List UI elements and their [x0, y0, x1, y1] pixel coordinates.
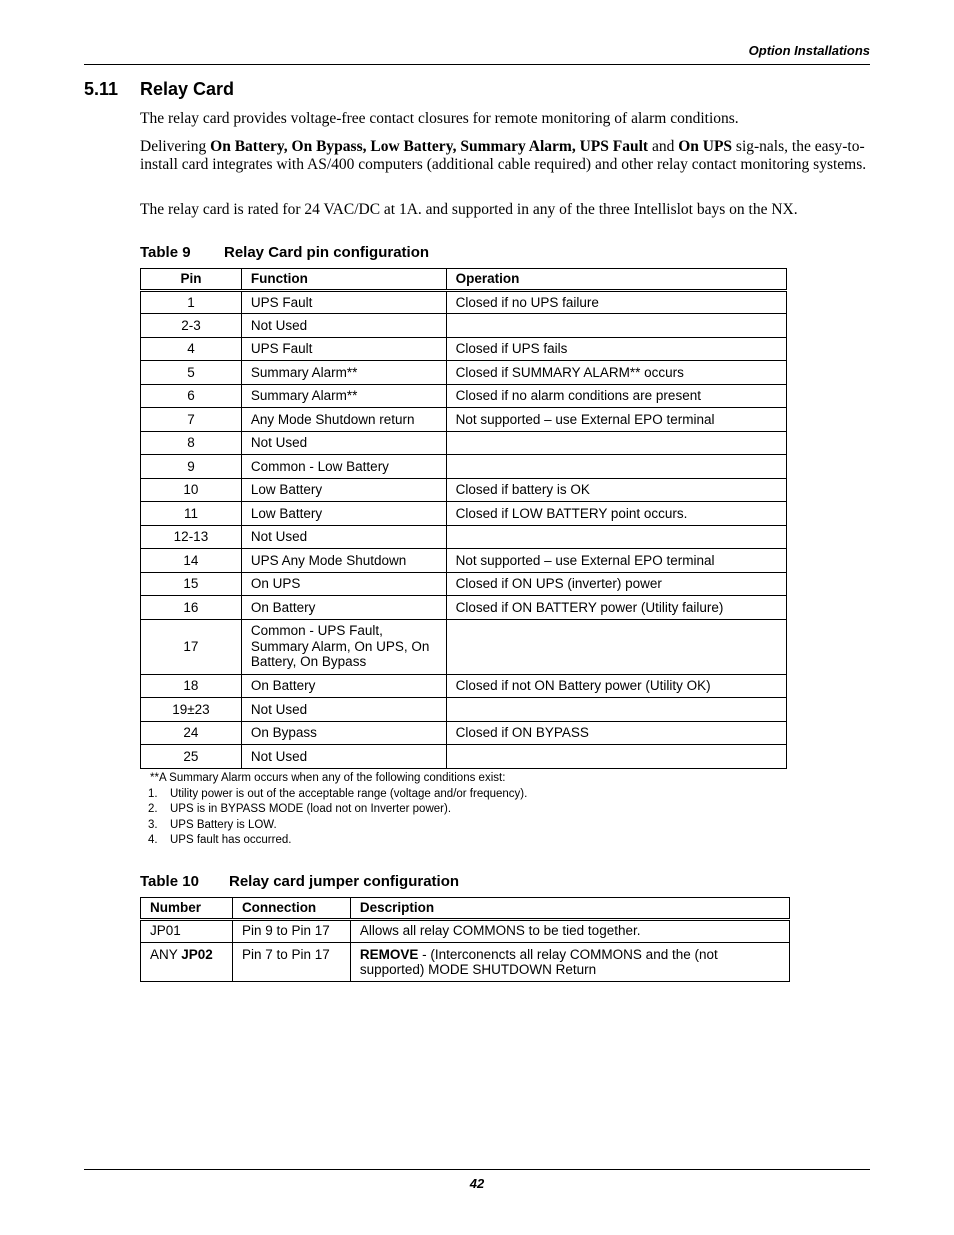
list-item [148, 833, 527, 849]
operation-cell: Closed if UPS fails [446, 337, 786, 361]
paragraph-signals [140, 138, 872, 174]
function-cell: On Bypass [241, 721, 446, 745]
operation-cell [446, 431, 786, 455]
column-header-description: Description [350, 898, 789, 920]
table-row [141, 290, 787, 314]
pin-cell: 9 [141, 455, 242, 479]
function-cell: On Battery [241, 596, 446, 620]
table-row [141, 942, 790, 981]
connection-cell: Pin 9 to Pin 17 [232, 919, 350, 942]
pin-cell: 16 [141, 596, 242, 620]
pin-configuration-table [140, 268, 787, 769]
pin-cell: 18 [141, 674, 242, 698]
function-cell: Low Battery [241, 478, 446, 502]
operation-cell: Closed if ON BATTERY power (Utility failure) [446, 596, 786, 620]
table-row [141, 361, 787, 385]
operation-cell [446, 698, 786, 722]
operation-cell [446, 455, 786, 479]
column-header-connection: Connection [232, 898, 350, 920]
pin-cell: 10 [141, 478, 242, 502]
function-cell: UPS Fault [241, 337, 446, 361]
number-cell: JP01 [141, 919, 233, 942]
description-bold: REMOVE [359, 946, 419, 962]
table10-label: Table 10 [140, 873, 199, 890]
pin-cell: 1 [141, 290, 242, 314]
list-item [148, 818, 527, 834]
table-row [141, 502, 787, 526]
table-row [141, 455, 787, 479]
operation-cell: Closed if no alarm conditions are present [446, 384, 786, 408]
function-cell: UPS Fault [241, 290, 446, 314]
operation-cell: Closed if no UPS failure [446, 290, 786, 314]
function-cell: Not Used [241, 525, 446, 549]
p2-bold-signals: On Battery, On Bypass, Low Battery, Summary Alarm, UPS Fault [210, 138, 649, 155]
table9-title: Relay Card pin configuration [224, 244, 430, 261]
function-cell: Any Mode Shutdown return [241, 408, 446, 432]
table10-title: Relay card jumper configuration [229, 873, 460, 890]
number-prefix: ANY [150, 946, 182, 962]
operation-cell: Not supported – use External EPO terminal [446, 408, 786, 432]
pin-cell: 11 [141, 502, 242, 526]
table9-label: Table 9 [140, 244, 191, 261]
operation-cell: Closed if not ON Battery power (Utility OK) [446, 674, 786, 698]
list-number: 3. [148, 818, 158, 831]
table-row [141, 596, 787, 620]
notes-intro: **A Summary Alarm occurs when any of the following conditions exist: [150, 772, 506, 784]
operation-cell: Closed if battery is OK [446, 478, 786, 502]
section-number: 5.11 [84, 79, 119, 99]
page-number: 42 [469, 1176, 485, 1191]
function-cell: Low Battery [241, 502, 446, 526]
number-bold: JP02 [181, 946, 213, 962]
notes-list [150, 787, 527, 849]
pin-cell: 24 [141, 721, 242, 745]
function-cell: UPS Any Mode Shutdown [241, 549, 446, 573]
list-number: 2. [148, 803, 158, 815]
table-header-row [141, 898, 790, 920]
list-text: UPS Battery is LOW. [170, 818, 277, 831]
table-row [141, 431, 787, 455]
function-cell: Summary Alarm** [241, 384, 446, 408]
function-cell: Not Used [241, 314, 446, 338]
list-text: Utility power is out of the acceptable range (voltage and/or frequency). [170, 787, 528, 800]
connection-cell: Pin 7 to Pin 17 [232, 942, 350, 981]
operation-cell [446, 619, 786, 674]
table10-caption [140, 873, 459, 890]
operation-cell: Closed if ON BYPASS [446, 721, 786, 745]
pin-cell: 12-13 [141, 525, 242, 549]
paragraph-rating: The relay card is rated for 24 VAC/DC at 1A. and supported in any of the three Intellislot bays on the NX. [140, 201, 798, 218]
summary-alarm-notes [150, 771, 527, 849]
operation-cell: Closed if SUMMARY ALARM** occurs [446, 361, 786, 385]
pin-cell: 5 [141, 361, 242, 385]
pin-cell: 17 [141, 619, 242, 674]
table-row [141, 314, 787, 338]
list-item [148, 787, 527, 803]
list-item [148, 802, 527, 818]
pin-cell: 6 [141, 384, 242, 408]
p2-mid: and [648, 138, 679, 155]
table-row [141, 698, 787, 722]
function-cell: On UPS [241, 572, 446, 596]
table-row [141, 721, 787, 745]
pin-cell: 2-3 [141, 314, 242, 338]
p2-suffix: sig-nals, the easy-to-install card integrates with AS/400 computers (additional cable required) and other relay contact monitoring systems. [140, 138, 867, 173]
section-title [84, 79, 234, 100]
table-row [141, 745, 787, 769]
pin-cell: 15 [141, 572, 242, 596]
column-header-operation: Operation [446, 269, 786, 291]
table9-caption [140, 244, 429, 261]
jumper-configuration-table [140, 897, 790, 982]
column-header-pin: Pin [141, 269, 242, 291]
function-cell: Not Used [241, 698, 446, 722]
pin-cell: 8 [141, 431, 242, 455]
table-row [141, 619, 787, 674]
function-cell: Not Used [241, 745, 446, 769]
table-row [141, 572, 787, 596]
list-number: 1. [148, 787, 158, 800]
column-header-number: Number [141, 898, 233, 920]
list-text: UPS fault has occurred. [170, 834, 292, 846]
operation-cell: Closed if ON UPS (inverter) power [446, 572, 786, 596]
operation-cell [446, 525, 786, 549]
table-row [141, 478, 787, 502]
table-header-row [141, 269, 787, 291]
operation-cell: Not supported – use External EPO terminal [446, 549, 786, 573]
table-row [141, 384, 787, 408]
list-number: 4. [148, 834, 158, 846]
pin-cell: 25 [141, 745, 242, 769]
function-cell: Common - Low Battery [241, 455, 446, 479]
table-row [141, 549, 787, 573]
table-row [141, 919, 790, 942]
pin-cell: 7 [141, 408, 242, 432]
description-text: - (Interconencts all relay COMMONS and the (not supported) MODE SHUTDOWN Return [359, 946, 718, 977]
operation-cell: Closed if LOW BATTERY point occurs. [446, 502, 786, 526]
list-text: UPS is in BYPASS MODE (load not on Inverter power). [170, 803, 452, 815]
operation-cell [446, 314, 786, 338]
table-row [141, 674, 787, 698]
paragraph-intro: The relay card provides voltage-free contact closures for remote monitoring of alarm conditions. [140, 110, 739, 127]
p2-bold-on-ups: On UPS [678, 138, 733, 155]
pin-cell: 4 [141, 337, 242, 361]
pin-cell: 19±23 [141, 698, 242, 722]
p2-prefix: Delivering [140, 138, 211, 155]
function-cell: Common - UPS Fault, Summary Alarm, On UPS, On Battery, On Bypass [241, 619, 446, 674]
column-header-function: Function [241, 269, 446, 291]
table-row [141, 525, 787, 549]
section-heading: Relay Card [140, 79, 235, 99]
description-cell: Allows all relay COMMONS to be tied together. [350, 919, 789, 942]
table-row [141, 337, 787, 361]
header-rule [84, 64, 870, 65]
description-cell [350, 942, 789, 981]
running-header: Option Installations [748, 43, 870, 58]
footer-rule [84, 1169, 870, 1170]
function-cell: Summary Alarm** [241, 361, 446, 385]
table-row [141, 408, 787, 432]
function-cell: On Battery [241, 674, 446, 698]
number-cell [141, 942, 233, 981]
function-cell: Not Used [241, 431, 446, 455]
pin-cell: 14 [141, 549, 242, 573]
operation-cell [446, 745, 786, 769]
